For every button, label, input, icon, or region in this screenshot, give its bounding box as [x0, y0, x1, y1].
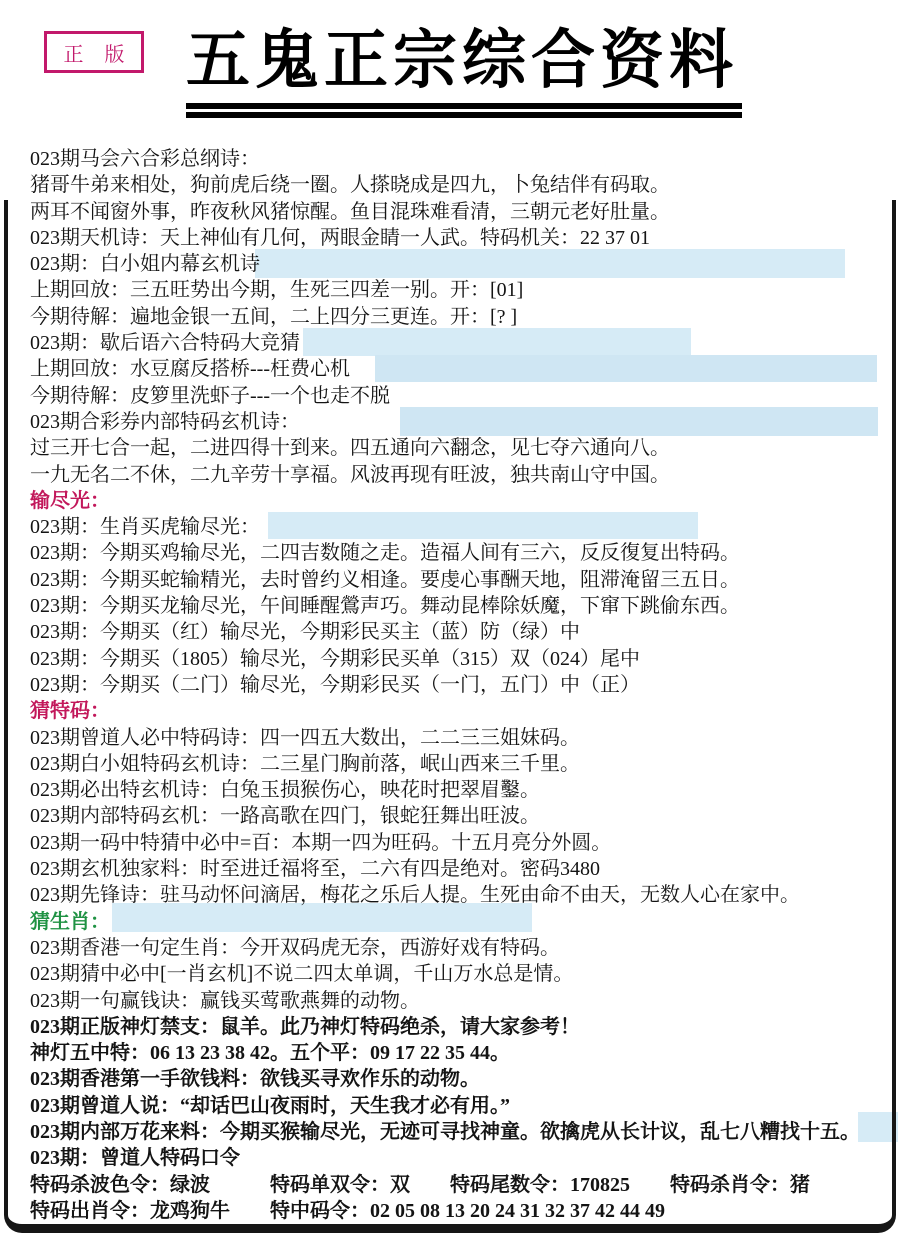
- text-line: 023期香港一句定生肖：今开双码虎无奈，西游好戏有特码。: [30, 936, 560, 959]
- text-line: 023期内部万花来料：今期买猴输尽光，无迹可寻找神童。欲擒虎从长计议，乱七八糟找十五。: [30, 1120, 860, 1143]
- text-line: 023期天机诗：天上神仙有几何，两眼金睛一人武。特码机关：22 37 01: [30, 226, 650, 249]
- text-line: 特码出肖令：龙鸡狗牛 特中码令：02 05 08 13 20 24 31 32 37 42 44 49: [30, 1199, 665, 1222]
- text-line: 过三开七合一起，二进四得十到来。四五通向六翻念，见七夺六通向八。: [30, 437, 670, 460]
- authentic-badge-label: 正 版: [63, 43, 133, 66]
- text-line: 023期先锋诗：驻马动怀问滴居，梅花之乐后人提。生死由命不由天，无数人心在家中。: [30, 884, 800, 907]
- text-line: 上期回放：水豆腐反搭桥---枉费心机: [30, 358, 350, 381]
- text-line: 猜特码：: [30, 700, 110, 723]
- text-line: 猪哥牛弟来相处，狗前虎后绕一圈。人搽晓成是四九，卜兔结伴有码取。: [30, 174, 670, 197]
- text-line: 023期：今期买（1805）输尽光，今期彩民买单（315）双（024）尾中: [30, 647, 640, 670]
- text-line: 猜生肖：: [30, 910, 110, 933]
- authentic-badge: [44, 31, 144, 73]
- text-lines: [30, 146, 894, 1224]
- text-line: 023期：歇后语六合特码大竞猜: [30, 332, 300, 355]
- text-line: 023期：今期买龙输尽光，午间睡醒鶯声巧。舞动昆棒除妖魔，下窜下跳偷东西。: [30, 595, 740, 618]
- text-line: 023期：今期买鸡输尽光，二四吉数随之走。造福人间有三六，反反復复出特码。: [30, 542, 740, 565]
- text-line: 023期玄机独家料：时至进迁福将至，二六有四是绝对。密码3480: [30, 858, 600, 881]
- text-line: 023期：白小姐内幕玄机诗: [30, 253, 260, 276]
- text-line: 023期内部特码玄机：一路高歌在四门，银蛇狂舞出旺波。: [30, 805, 540, 828]
- text-line: 023期马会六合彩总纲诗：: [30, 148, 260, 170]
- text-line: 023期曾道人必中特码诗：四一四五大数出，二二三三姐妹码。: [30, 726, 580, 749]
- page-title: 五鬼正宗综合资料: [186, 25, 738, 96]
- text-line: 023期：今期买蛇输精光，去时曾约义相逢。要虔心事酬天地，阻滞淹留三五日。: [30, 568, 740, 591]
- text-line: 023期：生肖买虎输尽光：: [30, 516, 260, 539]
- text-line: 023期曾道人说：“却话巴山夜雨时，天生我才必有用。”: [30, 1094, 510, 1117]
- text-line: 023期：今期买（红）输尽光，今期彩民买主（蓝）防（绿）中: [30, 621, 580, 644]
- text-line: 023期猜中必中[一肖玄机]不说二四太单调，千山万水总是情。: [30, 963, 574, 986]
- text-line: 特码杀波色令：绿波 特码单双令：双 特码尾数令：170825 特码杀肖令：猪: [30, 1173, 810, 1196]
- text-line: 023期正版神灯禁支：鼠羊。此乃神灯特码绝杀，请大家参考！: [30, 1015, 580, 1038]
- text-line: 两耳不闻窗外事，昨夜秋风猪惊醒。鱼目混珠难看清，三朝元老好肚量。: [30, 200, 670, 223]
- text-line: 上期回放：三五旺势出今期，生死三四差一别。开：[01]: [30, 279, 524, 302]
- text-line: 023期一码中特猜中必中=百：本期一四为旺码。十五月亮分外圆。: [30, 831, 612, 854]
- text-line: 023期白小姐特码玄机诗：二三星门胸前落，岷山西来三千里。: [30, 752, 580, 775]
- text-line: 023期：曾道人特码口令: [30, 1147, 240, 1170]
- text-line: 输尽光：: [30, 489, 110, 512]
- text-line: 今期待解：皮箩里洗虾子---一个也走不脱: [30, 384, 390, 407]
- text-line: 023期合彩券内部特码玄机诗：: [30, 410, 300, 433]
- text-line: 023期一句赢钱诀：赢钱买莺歌燕舞的动物。: [30, 989, 420, 1012]
- text-line: 023期必出特玄机诗：白兔玉损猴伤心，映花时把翠眉鑿。: [30, 779, 540, 802]
- text-line: 023期香港第一手欲钱料：欲钱买寻欢作乐的动物。: [30, 1068, 480, 1091]
- text-line: 一九无名二不休，二九辛劳十享福。风波再现有旺波，独共南山守中国。: [30, 463, 670, 486]
- title-double-underline: [186, 103, 742, 118]
- text-line: 神灯五中特：06 13 23 38 42。五个平：09 17 22 35 44。: [30, 1042, 510, 1065]
- text-line: 023期：今期买（二门）输尽光，今期彩民买（一门，五门）中（正）: [30, 673, 640, 696]
- text-line: 今期待解：遍地金银一五间，二上四分三更连。开：[? ]: [30, 305, 518, 328]
